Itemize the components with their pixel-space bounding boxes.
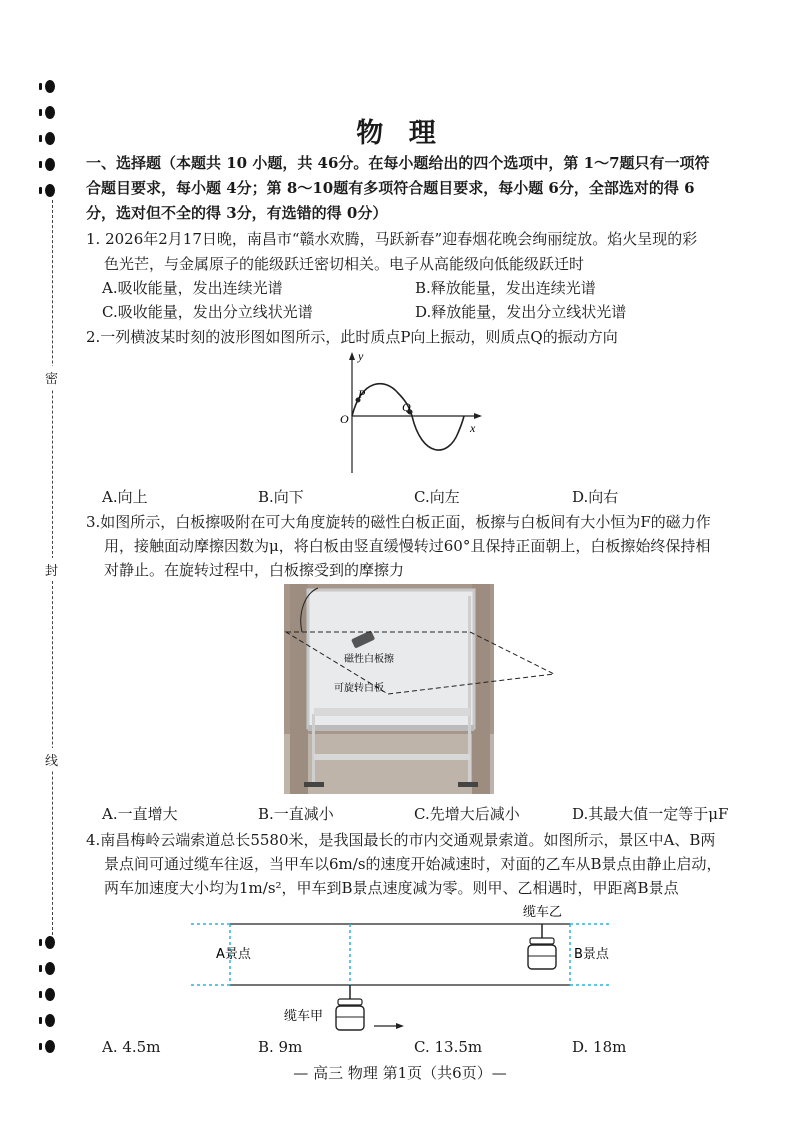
- x-label: x: [470, 421, 476, 435]
- q4-option-a: A. 4.5m: [102, 1038, 161, 1056]
- q1-stem: 1. 2026年2月17日晚，南昌市“赣水欢腾，马跃新春”迎春烟花晚会绚丽绽放。焰火呈现的彩: [86, 230, 698, 248]
- q2-option-b: B.向下: [258, 488, 304, 506]
- q2-wave-figure: [330, 348, 490, 478]
- p-label: P: [358, 387, 366, 401]
- q1-option-b: B.释放能量，发出连续光谱: [415, 279, 596, 297]
- q3-option-b: B.一直减小: [258, 805, 334, 823]
- q4-cableway-figure: [190, 898, 640, 1048]
- q1-option-a: A.吸收能量，发出连续光谱: [102, 279, 283, 297]
- punch-hole: [45, 962, 55, 975]
- q4-stem: 景点间可通过缆车往返，当甲车以6m/s的速度开始减速时，对面的乙车从B景点由静止启动，: [104, 855, 722, 873]
- q2-option-a: A.向上: [102, 488, 148, 506]
- q3-stem: 3.如图所示，白板擦吸附在可大角度旋转的磁性白板正面，板擦与白板间有大小恒为F的磁力作: [86, 513, 711, 531]
- punch-hole: [45, 936, 55, 949]
- board-label: 可旋转白板: [334, 683, 384, 694]
- y-label: y: [358, 349, 364, 363]
- punch-hole: [45, 158, 55, 171]
- page-title: 物 理: [356, 118, 444, 149]
- punch-hole: [45, 80, 55, 93]
- punch-hole: [45, 1014, 55, 1027]
- q1-option-c: C.吸收能量，发出分立线状光谱: [102, 303, 313, 321]
- q4-option-b: B. 9m: [258, 1038, 303, 1056]
- binding-margin: [0, 0, 70, 1132]
- y-axis-arrow: [349, 352, 355, 360]
- q3-stem: 对静止。在旋转过程中，白板擦受到的摩擦力: [104, 561, 405, 579]
- x-axis-arrow: [474, 413, 482, 419]
- spot-b-label: B景点: [574, 947, 609, 962]
- eraser-label: 磁性白板擦: [344, 654, 394, 665]
- q3-whiteboard-photo: [284, 584, 558, 794]
- car-b-label: 缆车乙: [523, 905, 563, 920]
- q3-option-a: A.一直增大: [102, 805, 178, 823]
- q1-option-d: D.释放能量，发出分立线状光谱: [415, 303, 627, 321]
- q3-option-c: C.先增大后减小: [414, 805, 520, 823]
- section-header-line: 合题目要求，每小题 4分；第 8～10题有多项符合题目要求，每小题 6分，全部选对的得 6: [86, 179, 695, 197]
- wave-curve: [352, 384, 464, 450]
- q2-stem: 2.一列横波某时刻的波形图如图所示，此时质点P向上振动，则质点Q的振动方向: [86, 328, 618, 346]
- q3-option-d: D.其最大值一定等于μF: [572, 805, 729, 823]
- cable-car-a: [336, 1006, 364, 1030]
- punch-hole: [45, 1040, 55, 1053]
- q4-option-d: D. 18m: [572, 1038, 627, 1056]
- q2-option-d: D.向右: [572, 488, 619, 506]
- car-a-label: 缆车甲: [284, 1009, 324, 1024]
- q4-stem: 4.南昌梅岭云端索道总长5580米，是我国最长的市内交通观景索道。如图所示，景区中A、B两: [86, 831, 716, 849]
- cable-car-b: [528, 945, 556, 969]
- spot-a-label: A景点: [216, 947, 251, 962]
- seal-char-feng: 封: [45, 558, 58, 581]
- page-footer: — 高三 物理 第1页（共6页）—: [293, 1064, 507, 1082]
- q4-stem: 两车加速度大小均为1m/s²，甲车到B景点速度减为零。则甲、乙相遇时，甲距离B景点: [104, 879, 679, 897]
- seal-char-xian: 线: [45, 748, 58, 771]
- q4-option-c: C. 13.5m: [414, 1038, 483, 1056]
- origin-label: O: [340, 412, 349, 426]
- seal-char-mi: 密: [45, 366, 58, 389]
- q3-stem: 用，接触面动摩擦因数为μ，将白板由竖直缓慢转过60°且保持正面朝上，白板擦始终保持相: [104, 537, 711, 555]
- section-header-line: 一、选择题（本题共 10 小题，共 46分。在每小题给出的四个选项中，第 1～7题只有一项符: [86, 154, 710, 172]
- section-header-line: 分，选对但不全的得 3分，有选错的得 0分）: [86, 204, 388, 222]
- punch-hole: [45, 988, 55, 1001]
- punch-hole: [45, 184, 55, 197]
- q1-stem: 色光芒，与金属原子的能级跃迁密切相关。电子从高能级向低能级跃迁时: [104, 255, 585, 273]
- q-label: Q: [402, 400, 411, 414]
- q2-option-c: C.向左: [414, 488, 460, 506]
